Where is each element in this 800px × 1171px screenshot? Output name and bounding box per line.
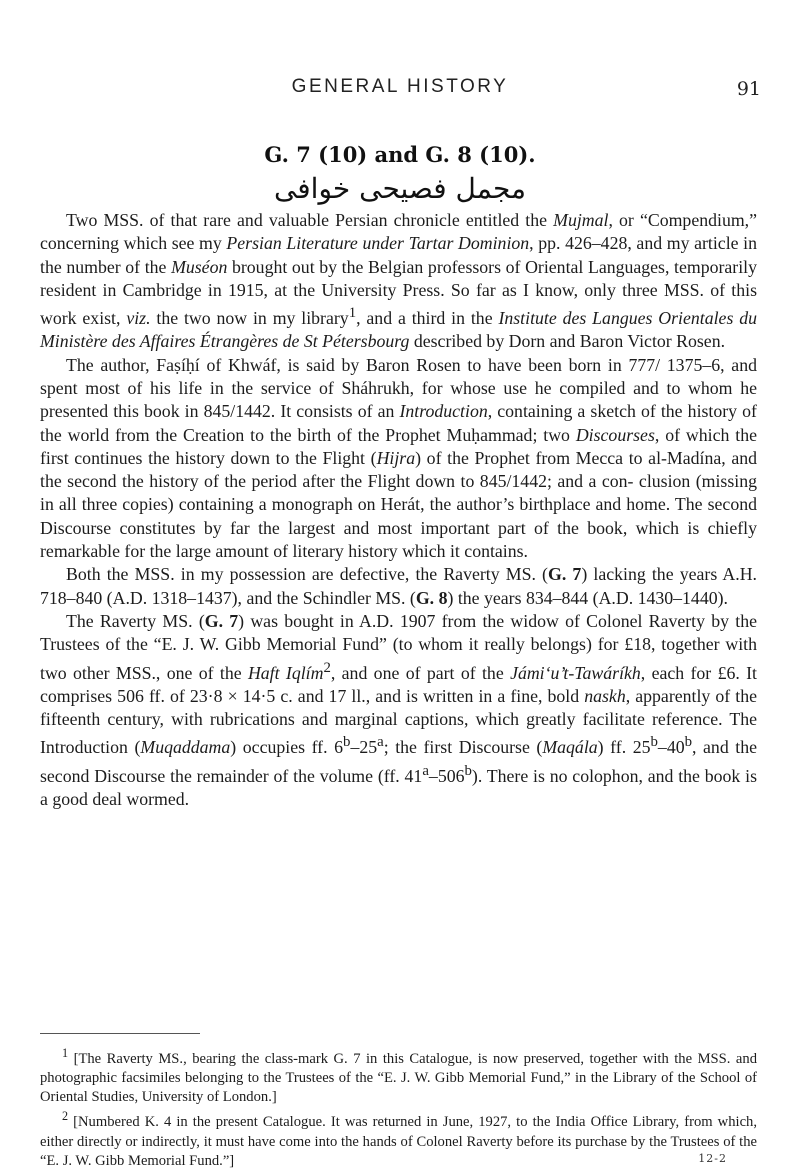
body-text [40, 209, 757, 811]
arabic-title: مجمل فصيحى خوافى [273, 172, 527, 205]
paragraph: The author, Faṣíḥí of Khwáf, is said by Baron Rosen to have been born in 777/ 1375–6, and spent most of his life in the service of Sháhrukh, for whose use he compiled and to whom he presented this book in 845/1442. It consists of an Introduction, containing a sketch of the history of the world from the Creation to the birth of the Prophet Muḥammad; two Discourses, of which the first continues the history down to the Flight (Hijra) of the Prophet from Mecca to al-Madína, and the second the history of the period after the Flight down to 845/1442; and a con- clusion (missing in all three copies) containing a monograph on Herát, the author’s birthplace and home. The second Discourse constitutes by far the largest and most important part of the book, which is chiefly remarkable for the large amount of literary history which it contains. [40, 354, 758, 562]
page-number: 91 [736, 78, 761, 100]
footnote: $^2$ [Numbered K. 4 in the present Catalogue. It was returned in June, 1927, to the India Office Library, from which, either directly or indirectly, it must have come into the hands of Colonel Raverty before its purchase by the Trustees of the “E. J. W. Gibb Memorial Fund.”] [40, 1109, 757, 1169]
footnote: $^1$ [The Raverty MS., bearing the class-mark G. 7 in this Catalogue, is now preserved, together with the MSS. and photographic facsimiles belonging to the Trustees of the “E. J. W. Gibb Memorial Fund,” in the Library of the School of Oriental Studies, University of London.] [40, 1046, 757, 1106]
paragraph: The Raverty MS. (G. 7) was bought in A.D. 1907 from the widow of Colonel Raverty by the Trustees of the “E. J. W. Gibb Memorial Fund” (to whom it really belongs) for £18, together with two other MSS., one of the Haft Iqlím$^2$, and one of part of the Jámi‘u’t-Tawáríkh, each for £6. It comprises 506 ff. of 23·8 × 14·5 c. and 17 ll., and is written in a fine, bold naskh, apparently of the fifteenth century, with rubrications and marginal captions, which greatly facilitate reference. The Introduction (Muqaddama) occupies ff. 6$^b$–25$^a$; the first Discourse (Maqála) ff. 25$^b$–40$^b$, and the second Discourse the remainder of the volume (ff. 41$^a$–506$^b$). There is no colophon, and the book is a good deal wormed. [40, 610, 758, 809]
footnote-rule [40, 1033, 200, 1034]
running-head [0, 76, 800, 100]
entry-heading: G. 7 (10) and G. 8 (10). [264, 142, 536, 167]
paragraph: Two MSS. of that rare and valuable Persian chronicle entitled the Mujmal, or “Compendium,” concerning which see my Persian Literature under Tartar Dominion, pp. 426–428, and my article in the number of the Muséon brought out by the Belgian professors of Oriental Languages, temporarily resident in Cambridge in 1915, at the University Press. So far as I know, only three MSS. of this work exist, viz. the two now in my library$^1$, and a third in the Institute des Langues Orientales du Ministère des Affaires Étrangères de St Pétersbourg described by Dorn and Baron Victor Rosen. [40, 210, 758, 352]
paragraph: Both the MSS. in my possession are defective, the Raverty MS. (G. 7) lacking the years A.H. 718–840 (A.D. 1318–1437), and the Schindler MS. (G. 8) the years 834–844 (A.D. 1430–1440). [40, 564, 757, 608]
signature-mark: 12-2 [698, 1152, 727, 1165]
running-title: GENERAL HISTORY [291, 76, 509, 97]
footnotes [40, 1044, 757, 1171]
